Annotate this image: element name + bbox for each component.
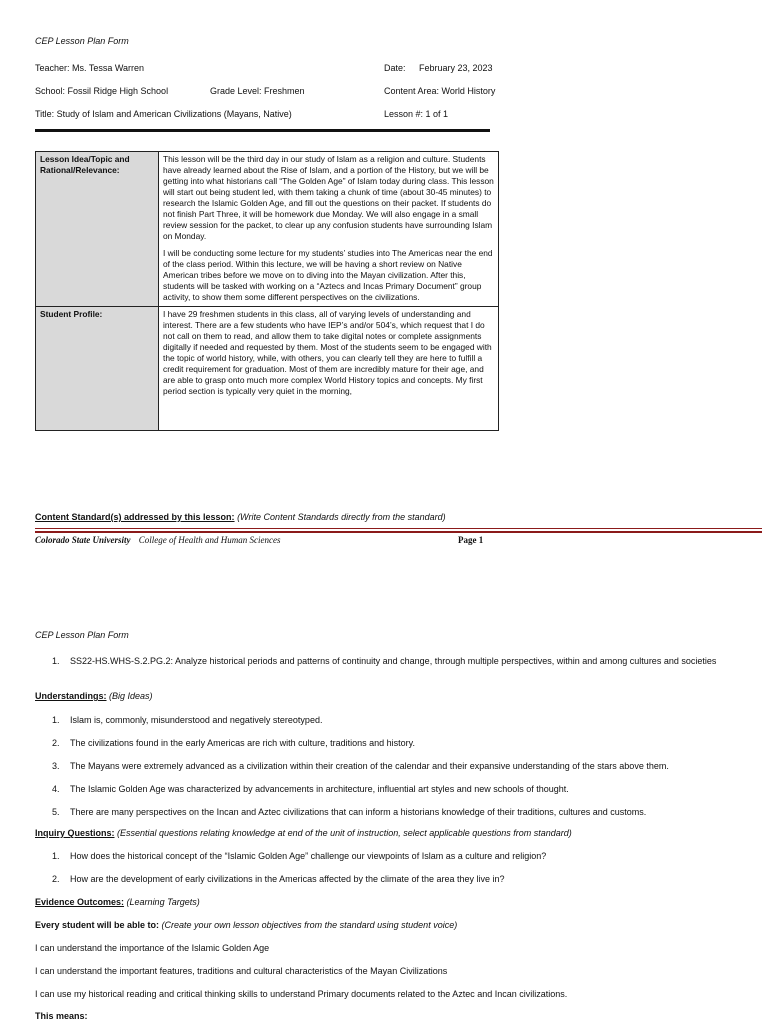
date-value: February 23, 2023 (419, 63, 493, 73)
inquiry-list (35, 850, 762, 885)
standards-list (35, 655, 735, 667)
every-student-label: Every student will be able to: (35, 920, 160, 930)
student-profile-label: Student Profile: (36, 307, 159, 431)
lesson-plan-table (35, 151, 499, 431)
lesson-number-field: Lesson #: 1 of 1 (384, 109, 449, 119)
school-field: School: Fossil Ridge High School (35, 86, 169, 96)
content-standard-note: (Write Content Standards directly from the standard) (237, 512, 446, 522)
date-label: Date: (384, 63, 406, 73)
content-standard-label: Content Standard(s) addressed by this lesson: (35, 512, 235, 522)
list-item: 3. The Mayans were extremely advanced as a civilization within their creation of the calendar and their expansive understanding of the stars above them. (52, 761, 669, 771)
lesson-idea-paragraph: I will be conducting some lecture for my students’ studies into The Americas near the end of the class period. Within this lecture, we will be having a short review on Native American tribes before we move on to diving into the Mayan civilization. After this, students will be tasked with working on a “Aztecs and Incas Primary Document” group activity, to show them some different perspectives on the civilizations. (163, 248, 493, 302)
table-row (36, 152, 499, 307)
evidence-heading (35, 896, 200, 908)
list-item: 2. How are the development of early civilizations in the Americas affected by the climate of the area they live in? (52, 874, 505, 884)
footer-rule (35, 528, 762, 529)
understandings-list (35, 714, 762, 818)
footer-page-number: Page 1 (458, 535, 484, 545)
title-field: Title: Study of Islam and American Civilizations (Mayans, Native) (35, 109, 292, 119)
evidence-note: (Learning Targets) (126, 897, 200, 907)
footer-rule (35, 531, 762, 533)
every-student-note: (Create your own lesson objectives from the standard using student voice) (161, 920, 458, 930)
list-item: 1. How does the historical concept of the “Islamic Golden Age” challenge our viewpoints of Islam as a culture and religion? (52, 851, 547, 861)
teacher-field: Teacher: Ms. Tessa Warren (35, 63, 145, 73)
content-standard-line (35, 511, 446, 523)
page-footer (35, 534, 762, 546)
grade-level-field: Grade Level: Freshmen (210, 86, 305, 96)
list-item: 1. SS22-HS.WHS-S.2.PG.2: Analyze historical periods and patterns of continuity and change, through multiple perspectives, within and among cultures and societies (52, 656, 717, 666)
can-statement: I can understand the important features, traditions and cultural characteristics of the Mayan Civilizations (35, 966, 448, 976)
evidence-label: Evidence Outcomes: (35, 897, 125, 907)
lesson-idea-cell (159, 152, 499, 307)
understandings-heading (35, 690, 153, 702)
inquiry-label: Inquiry Questions: (35, 828, 115, 838)
inquiry-note: (Essential questions relating knowledge at end of the unit of instruction, select applicable questions from standard) (117, 828, 572, 838)
this-means-label: This means: (35, 1011, 88, 1021)
form-title-page2: CEP Lesson Plan Form (35, 630, 129, 640)
understandings-label: Understandings: (35, 691, 107, 701)
list-item: 5. There are many perspectives on the Incan and Aztec civilizations that can inform a historians knowledge of their traditions, cultures and customs. (52, 807, 647, 817)
content-area-field: Content Area: World History (384, 86, 496, 96)
list-item: 2. The civilizations found in the early Americas are rich with culture, traditions and history. (52, 738, 415, 748)
can-statement: I can understand the importance of the Islamic Golden Age (35, 943, 270, 953)
footer-college: College of Health and Human Sciences (138, 535, 281, 545)
header-divider (35, 129, 490, 132)
list-item: 1. Islam is, commonly, misunderstood and negatively stereotyped. (52, 715, 323, 725)
inquiry-heading (35, 827, 572, 839)
lesson-idea-label: Lesson Idea/Topic and Rational/Relevance: (36, 152, 159, 307)
table-row (36, 307, 499, 431)
form-title: CEP Lesson Plan Form (35, 36, 129, 46)
footer-university: Colorado State University (35, 535, 131, 545)
list-item: 4. The Islamic Golden Age was characterized by advancements in architecture, influential art styles and new schools of thought. (52, 784, 569, 794)
understandings-note: (Big Ideas) (109, 691, 153, 701)
student-profile-cell (159, 307, 499, 431)
can-statement: I can use my historical reading and critical thinking skills to understand Primary documents related to the Aztec and Incan civilizations. (35, 989, 568, 999)
every-student-heading (35, 919, 457, 931)
lesson-idea-paragraph: This lesson will be the third day in our study of Islam as a religion and culture. Students have already learned about the Rise of Islam, and a portion of the History, but we will be getting into what historians call “The Golden Age” of Islam today during class. This lesson will start out being student led, with them taking a chunk of time (about 30-45 minutes) to research the Islamic Golden Age, and fill out the questions on their packet. If students do not finish Part Three, it will be homework due Monday. We will also engage in a small review session for the packet, to clear up any confusion students have surrounding Islam on Monday. (163, 154, 494, 241)
student-profile-paragraph: I have 29 freshmen students in this class, all of varying levels of understanding and interest. There are a few students who have IEP’s and/or 504’s, which request that I do not call on them to read, and allow them to take digital notes or complete assignments digitally if needed and requested by them. Most of the students seem to be engaged with the topic of world history, while, with others, you can clearly tell they are here to fulfill a credit requirement for graduation. Most of them are incredibly mature for their age, and are able to grasp onto much more complex World History topics and concepts. My first period section is typically very quiet in the morning, (163, 309, 492, 396)
